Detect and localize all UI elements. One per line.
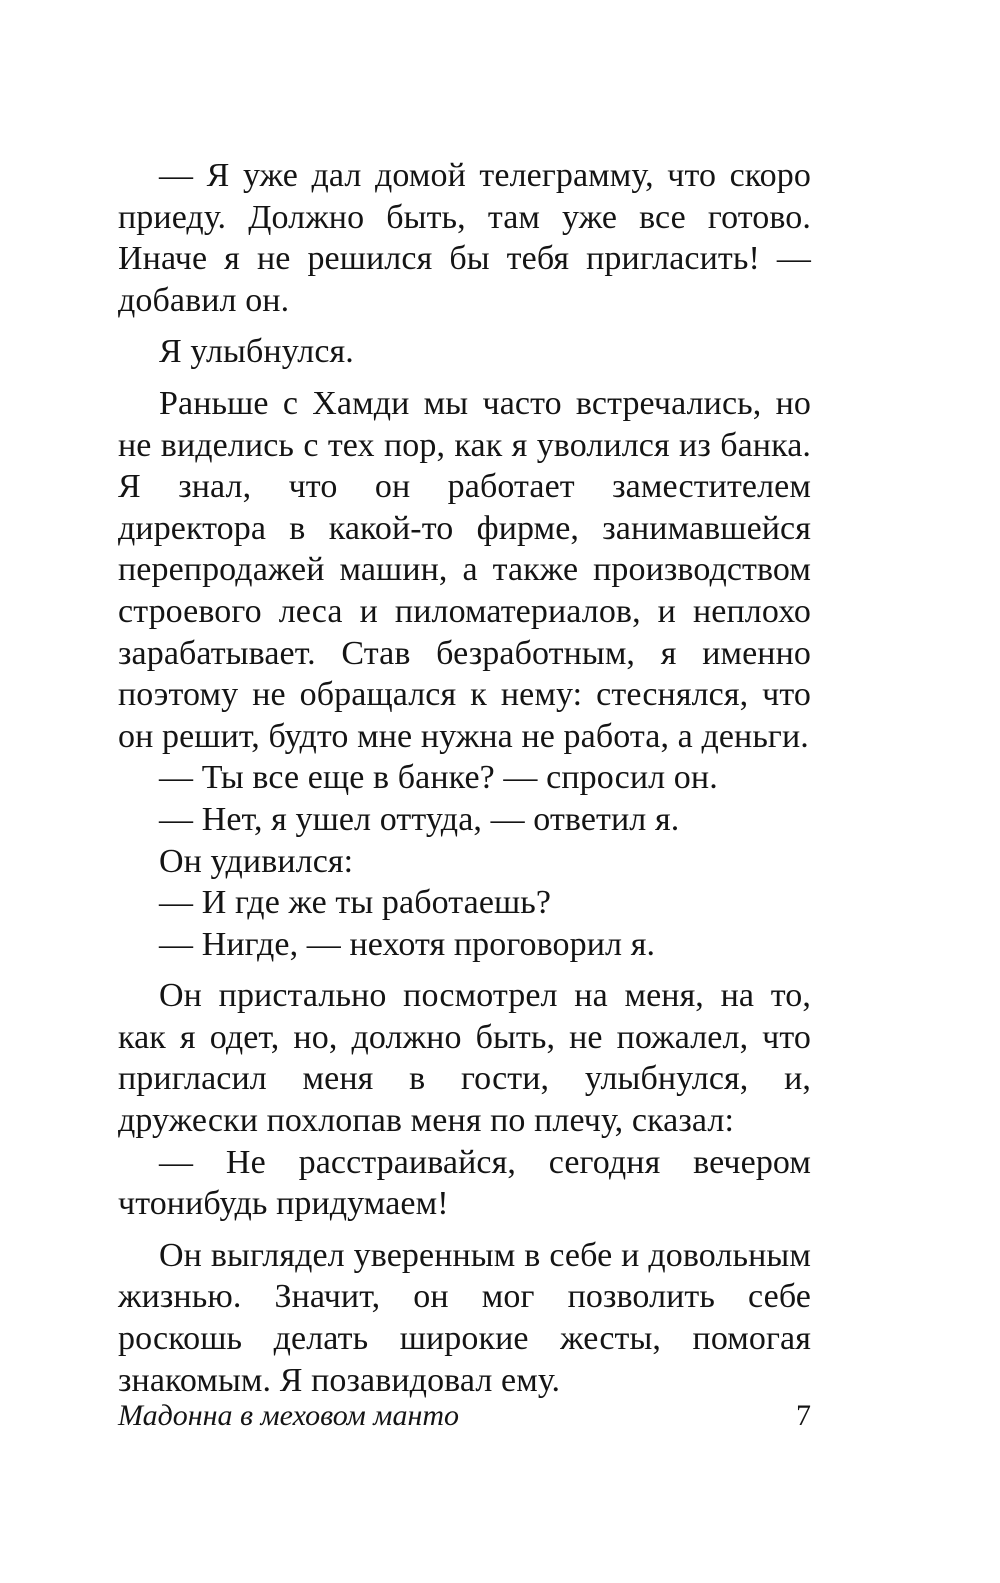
paragraph: — Не расстраивайся, сегодня вечером чтонибудь придумаем!: [118, 1143, 811, 1223]
paragraph: — Нет, я ушел оттуда, — ответил я.: [159, 800, 680, 838]
body-text: [118, 155, 811, 1401]
paragraph: — И где же ты работаешь?: [159, 884, 552, 922]
running-footer-title: Мадонна в меховом манто: [118, 1399, 459, 1432]
paragraph: Я улыбнулся.: [159, 333, 354, 371]
paragraph: Раньше с Хамди мы часто встречались, но не виделись с тех пор, как я уволился из банка. Я знал, что он работает заместителем директора в какой-то фирме, занимавшейся перепродажей машин, а также производством строевого леса и пиломатериалов, и неплохо зарабатывает. Став безработным, я именно поэтому не обращался к нему: стеснялся, что он решит, будто мне нужна не работа, а деньги.: [118, 384, 811, 755]
paragraph: — Нигде, — нехотя проговорил я.: [159, 925, 656, 963]
paragraph: Он пристально посмотрел на меня, на то, как я одет, но, должно быть, не пожалел, что пригласил меня в гости, улыбнулся, и, дружески похлопав меня по плечу, сказал:: [118, 977, 811, 1140]
paragraph: — Я уже дал домой телеграмму, что скоро приеду. Должно быть, там уже все готово. Иначе я не решился бы тебя пригласить! — добавил он.: [118, 157, 811, 319]
paragraph: Он выглядел уверенным в себе и довольным жизнью. Значит, он мог позволить себе роскошь делать широкие жесты, помогая знакомым. Я позавидовал ему.: [118, 1236, 811, 1399]
page-number: 7: [796, 1399, 811, 1432]
page-footer: [118, 1396, 811, 1436]
paragraph: — Ты все еще в банке? — спросил он.: [159, 759, 718, 797]
paragraph: Он удивился:: [159, 842, 354, 880]
